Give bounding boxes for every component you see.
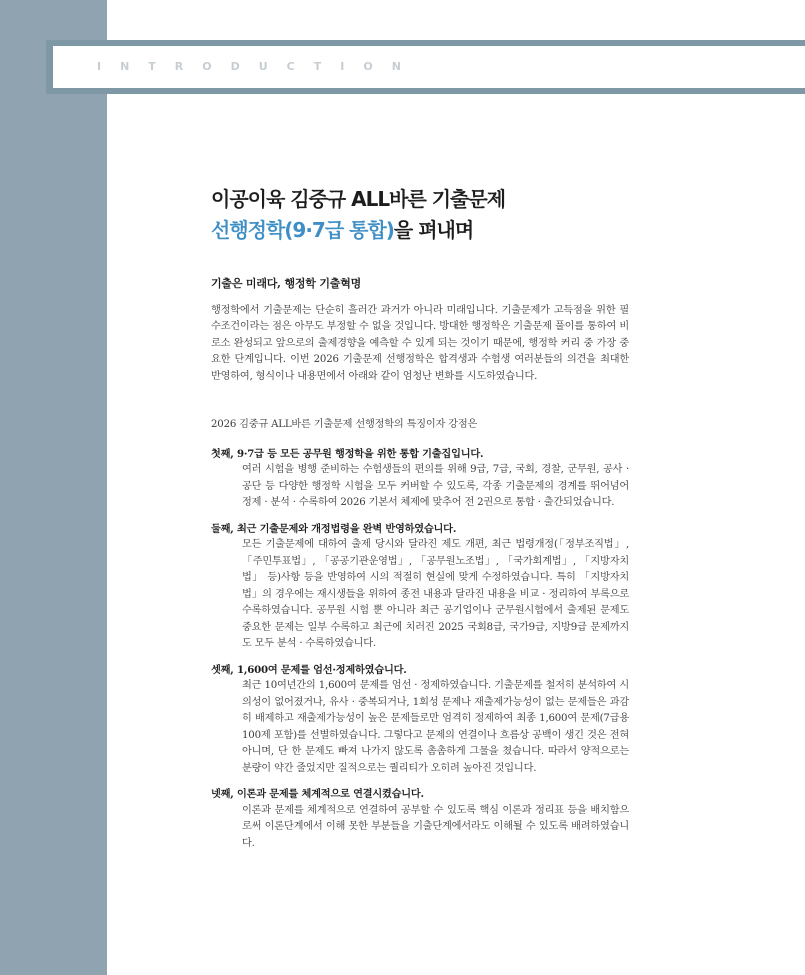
feature-body: 모든 기출문제에 대하여 출제 당시와 달라진 제도 개편, 최근 법령개정(「정부조직법」, 「주민투표법」, 「공공기관운영법」, 「공무원노조법」, 「국가회계법」, 「지방자치법」 등)사항 등을 반영하여 시의 적절히 현실에 맞게 수정하였습니다. 특히 「지방자치법」의 경우에는 재시생들을 위하여 종전 내용과 달라진 내용을 비교 · 정리하여 부록으로 수록하였습니다. 공무원 시험 뿐 아니라 최근 공기업이나 군무원시험에서 출제된 문제도 중요한 문제는 일부 수록하고 최근에 치러진 2025 국회8급, 국가9급, 지방9급 문제까지도 모두 분석 · 수록하였습니다. (242, 539, 629, 649)
lead-line: 2026 김중규 ALL바른 기출문제 선행정학의 특징이자 강점은 (211, 419, 478, 430)
feature-body: 이론과 문제를 체계적으로 연결하여 공부할 수 있도록 핵심 이론과 정리표 등을 배치함으로써 이론단계에서 이해 못한 부분들을 기출단계에서라도 이해될 수 있도록 배려하였습니다. (242, 804, 629, 849)
section-header-band (46, 40, 805, 94)
feature-title: 둘째, 최근 기출문제와 개정법령을 완벽 반영하였습니다. (211, 522, 457, 535)
feature-body: 최근 10여년간의 1,600여 문제를 엄선 · 정제하였습니다. 기출문제를 철저히 분석하여 시의성이 없어졌거나, 유사 · 중복되거나, 1회성 문제나 재출제가능성이 없는 문제들은 과감히 배제하고 재출제가능성이 높은 문제들로만 엄격히 정제하여 최종 1,600여 문제(7급용 100제 포함)를 선별하였습니다. 그렇다고 문제의 연결이나 흐름상 공백이 생긴 것은 전혀 아니며, 단 한 문제도 빠져 나가지 않도록 촘촘하게 그물을 쳤습니다. 따라서 양적으로는 분량이 약간 줄었지만 질적으로는 퀄리티가 오히려 높아진 것입니다. (242, 680, 629, 774)
feature-title: 셋째, 1,600여 문제를 엄선·정제하였습니다. (211, 663, 407, 676)
feature-title: 넷째, 이론과 문제를 체계적으로 연결시켰습니다. (211, 788, 424, 800)
subheading: 기출은 미래다, 행정학 기출혁명 (211, 277, 362, 290)
left-sidebar-band (0, 0, 107, 975)
title-accent: 선행정학(9·7급 통합) (211, 218, 394, 242)
body-content (211, 276, 629, 861)
title-line-2 (211, 215, 631, 246)
section-header-inner (53, 46, 805, 88)
title-rest: 을 펴내며 (393, 218, 474, 242)
feature-body: 여러 시험을 병행 준비하는 수험생들의 편의를 위해 9급, 7급, 국회, 경찰, 군무원, 공사 · 공단 등 다양한 행정학 시험을 모두 커버할 수 있도록, 각종 기출문제의 경계를 뛰어넘어 정제 · 분석 · 수록하여 2026 기본서 체제에 맞추어 전 2권으로 통합 · 출간되었습니다. (242, 464, 629, 508)
section-label: INTRODUCTION (97, 60, 420, 73)
feature-item (211, 446, 629, 512)
feature-item (211, 786, 629, 852)
intro-paragraph: 행정학에서 기출문제는 단순히 흘러간 과거가 아니라 미래입니다. 기출문제가 고득점을 위한 필수조건이라는 점은 아무도 부정할 수 없을 것입니다. 방대한 행정학은 기출문제 풀이를 통하여 비로소 완성되고 앞으로의 출제경향을 예측할 수 있게 되는 것이기 때문에, 행정학 커리 중 가장 중요한 단계입니다. 이번 2026 기출문제 선행정학은 합격생과 수험생 여러분들의 의견을 최대한 반영하여, 형식이나 내용면에서 아래와 같이 엄청난 변화를 시도하였습니다. (211, 304, 629, 382)
feature-title: 첫째, 9·7급 등 모든 공무원 행정학을 위한 통합 기출집입니다. (211, 447, 484, 460)
feature-item (211, 521, 629, 653)
feature-item (211, 662, 629, 778)
page-title (211, 184, 631, 246)
title-line-1: 이공이육 김중규 ALL바른 기출문제 (211, 187, 506, 211)
